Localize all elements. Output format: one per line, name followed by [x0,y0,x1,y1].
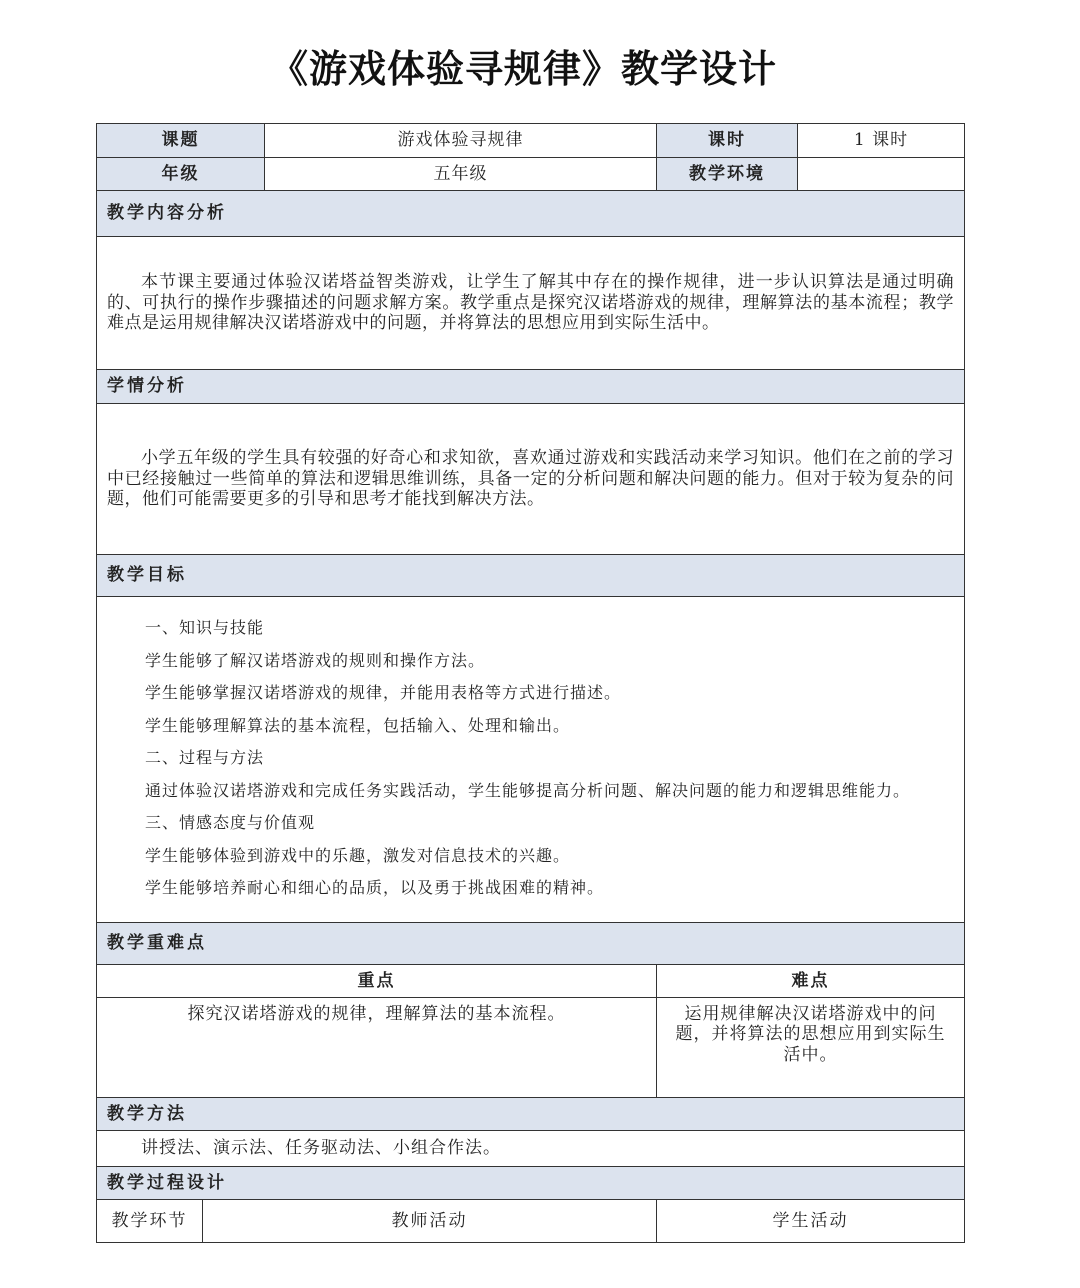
key-point-label: 重点 [97,965,657,998]
lesson-plan-table [96,123,965,1243]
hours-value: 1 课时 [798,124,965,158]
section-student-analysis [97,370,965,404]
objective-line: 通过体验汉诺塔游戏和完成任务实践活动，学生能够提高分析问题、解决问题的能力和逻辑思维能力。 [145,780,911,800]
objective-line: 学生能够培养耐心和细心的品质，以及勇于挑战困难的精神。 [145,878,605,898]
info-row-topic [97,124,965,158]
student-analysis-heading: 学情分析 [97,370,965,404]
env-label: 教学环境 [657,158,798,191]
topic-value: 游戏体验寻规律 [265,124,657,158]
student-analysis-text: 小学五年级的学生具有较强的好奇心和求知欲，喜欢通过游戏和实践活动来学习知识。他们在之前的学习中已经接触过一些简单的算法和逻辑思维训练，具备一定的分析问题和解决问题的能力。但对于较为复杂的问题，他们可能需要更多的引导和思考才能找到解决方法。 [97,404,965,555]
objective-line: 二、过程与方法 [145,748,265,768]
section-key-points [97,923,965,965]
content-analysis-text: 本节课主要通过体验汉诺塔益智类游戏，让学生了解其中存在的操作规律，进一步认识算法是通过明确的、可执行的操作步骤描述的问题求解方案。教学重点是探究汉诺塔游戏的规律，理解算法的基本流程；教学难点是运用规律解决汉诺塔游戏中的问题，并将算法的思想应用到实际生活中。 [97,237,965,370]
objective-line: 学生能够了解汉诺塔游戏的规则和操作方法。 [145,650,486,670]
hours-label: 课时 [657,124,798,158]
objective-line: 学生能够体验到游戏中的乐趣，激发对信息技术的兴趣。 [145,845,571,865]
objective-line: 学生能够理解算法的基本流程，包括输入、处理和输出。 [145,715,571,735]
section-content-analysis [97,191,965,237]
objective-line: 三、情感态度与价值观 [145,813,316,833]
student-column-header: 学生活动 [657,1200,965,1243]
process-heading: 教学过程设计 [97,1167,965,1200]
objective-line: 一、知识与技能 [145,618,265,638]
info-row-grade [97,158,965,191]
document-title: 《游戏体验寻规律》教学设计 [270,47,778,91]
grade-value: 五年级 [265,158,657,191]
stage-column-header: 教学环节 [97,1200,203,1243]
key-points-heading: 教学重难点 [97,923,965,965]
section-process [97,1167,965,1200]
section-methods [97,1098,965,1131]
key-point-text: 探究汉诺塔游戏的规律，理解算法的基本流程。 [97,998,657,1098]
content-analysis-heading: 教学内容分析 [97,191,965,237]
objectives-heading: 教学目标 [97,555,965,597]
methods-heading: 教学方法 [97,1098,965,1131]
process-header-row [97,1200,965,1243]
grade-label: 年级 [97,158,265,191]
difficult-point-text: 运用规律解决汉诺塔游戏中的问题，并将算法的思想应用到实际生活中。 [657,998,965,1098]
objectives-body [97,597,965,923]
teacher-column-header: 教师活动 [203,1200,657,1243]
methods-text: 讲授法、演示法、任务驱动法、小组合作法。 [97,1131,965,1167]
objective-line: 学生能够掌握汉诺塔游戏的规律，并能用表格等方式进行描述。 [145,683,622,703]
difficult-point-label: 难点 [657,965,965,998]
section-objectives [97,555,965,597]
topic-label: 课题 [97,124,265,158]
env-value [798,158,965,191]
